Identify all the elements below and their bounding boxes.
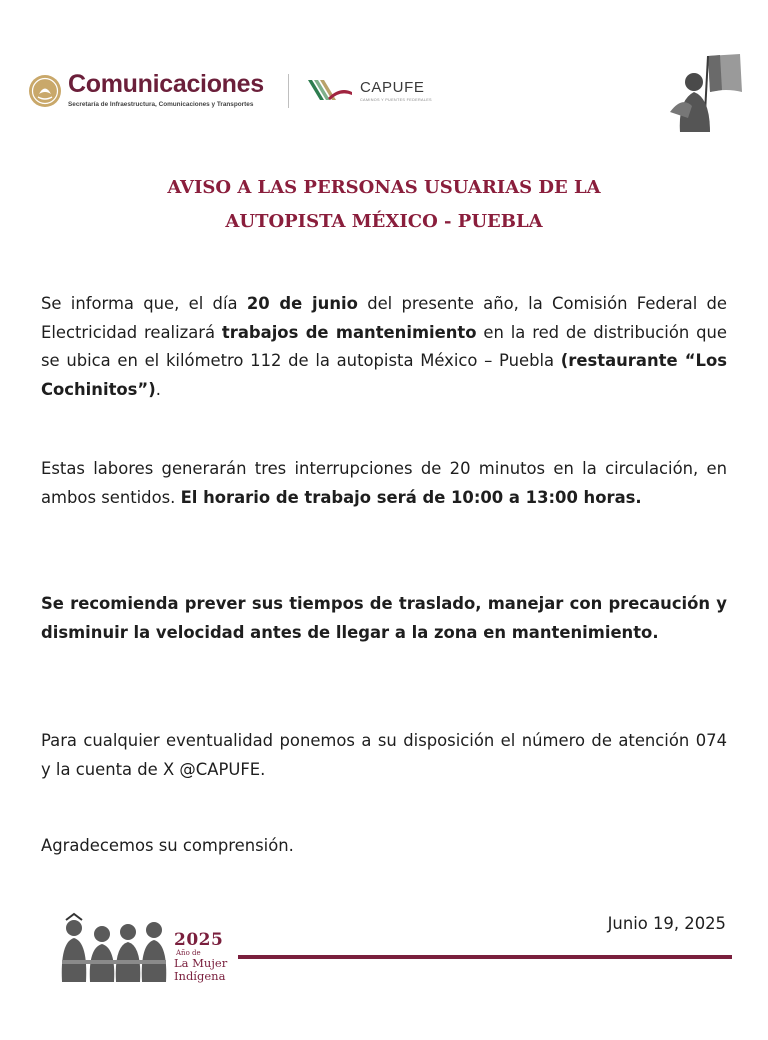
indigenous-women-illustration — [56, 912, 170, 982]
indigena-label: Indígena — [174, 969, 226, 983]
notice-title-line-2: AUTOPISTA MÉXICO - PUEBLA — [225, 211, 543, 232]
paragraph-interruptions: Estas labores generarán tres interrupciones de 20 minutos en la circulación, en ambos sentidos. El horario de trabajo será de 10:00 a 13:00 horas. — [41, 459, 727, 507]
year-2025-label: 2025 — [174, 930, 224, 950]
paragraph-contact: Para cualquier eventualidad ponemos a su disposición el número de atención 074 y la cuenta de X @CAPUFE. — [41, 731, 727, 779]
capufe-logo-icon — [306, 78, 354, 104]
national-seal-icon — [28, 74, 62, 108]
paragraph-thanks: Agradecemos su comprensión. — [41, 836, 294, 855]
paragraph-maintenance-info: Se informa que, el día 20 de junio del presente año, la Comisión Federal de Electricidad realizará trabajos de mantenimiento en la red de distribución que se ubica en el kilómetro 112 de la autopista México – Puebla (restaurante “Los Cochinitos”). — [41, 294, 728, 399]
secretaria-logo-subtitle: Secretaría de Infraestructura, Comunicaciones y Transportes — [68, 101, 254, 108]
notice-title-line-1: AVISO A LAS PERSONAS USUARIAS DE LA — [167, 177, 601, 198]
paragraph-recommendation: Se recomienda prever sus tiempos de traslado, manejar con precaución y disminuir la velocidad antes de llegar a la zona en mantenimiento. — [41, 594, 727, 642]
ano-de-label: Año de — [176, 949, 201, 957]
secretaria-logo-title: Comunicaciones — [68, 70, 264, 98]
capufe-logo-subtitle: CAMINOS Y PUENTES FEDERALES — [360, 98, 432, 102]
heroine-with-flag-illustration — [664, 52, 744, 134]
notice-date: Junio 19, 2025 — [607, 914, 726, 933]
footer-rule — [238, 955, 732, 959]
capufe-logo-name: CAPUFE — [360, 79, 425, 96]
la-mujer-label: La Mujer — [174, 956, 228, 970]
logo-divider — [288, 74, 289, 108]
